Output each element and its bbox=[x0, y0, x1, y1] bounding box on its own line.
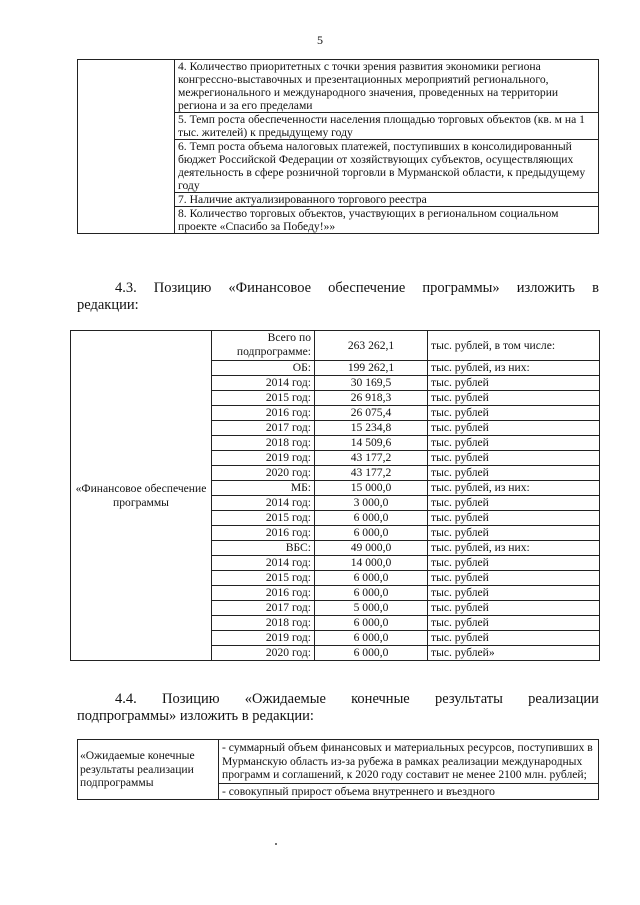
financing-value: 6 000,0 bbox=[315, 586, 428, 601]
financing-unit: тыс. рублей bbox=[428, 466, 600, 481]
table-row bbox=[78, 740, 599, 784]
financing-table bbox=[70, 330, 600, 661]
financing-unit: тыс. рублей bbox=[428, 511, 600, 526]
financing-key: 2016 год: bbox=[212, 406, 315, 421]
financing-value: 43 177,2 bbox=[315, 451, 428, 466]
financing-value: 6 000,0 bbox=[315, 616, 428, 631]
financing-key: 2017 год: bbox=[212, 601, 315, 616]
financing-value: 49 000,0 bbox=[315, 541, 428, 556]
financing-value: 6 000,0 bbox=[315, 511, 428, 526]
financing-unit: тыс. рублей bbox=[428, 571, 600, 586]
financing-value: 15 234,8 bbox=[315, 421, 428, 436]
financing-key: 2019 год: bbox=[212, 451, 315, 466]
financing-key: 2016 год: bbox=[212, 526, 315, 541]
financing-value: 43 177,2 bbox=[315, 466, 428, 481]
financing-unit: тыс. рублей» bbox=[428, 646, 600, 661]
financing-key: 2020 год: bbox=[212, 466, 315, 481]
section-number: 4.3. bbox=[115, 280, 137, 296]
financing-unit: тыс. рублей bbox=[428, 451, 600, 466]
indicators-table bbox=[77, 59, 599, 234]
financing-unit: тыс. рублей bbox=[428, 421, 600, 436]
financing-unit: тыс. рублей bbox=[428, 376, 600, 391]
financing-unit: тыс. рублей bbox=[428, 601, 600, 616]
result-item: - суммарный объем финансовых и материальных ресурсов, поступивших в Мурманскую область из-за рубежа в рамках реализации международных программ и соглашений, к 2020 году составит не менее 2100 млн. рублей; bbox=[219, 740, 599, 784]
financing-value: 199 262,1 bbox=[315, 361, 428, 376]
financing-value: 263 262,1 bbox=[315, 331, 428, 361]
financing-key: 2018 год: bbox=[212, 616, 315, 631]
financing-value: 6 000,0 bbox=[315, 646, 428, 661]
financing-value: 6 000,0 bbox=[315, 571, 428, 586]
financing-unit: тыс. рублей, в том числе: bbox=[428, 331, 600, 361]
financing-value: 6 000,0 bbox=[315, 631, 428, 646]
financing-key: 2015 год: bbox=[212, 391, 315, 406]
financing-value: 14 000,0 bbox=[315, 556, 428, 571]
financing-key: 2020 год: bbox=[212, 646, 315, 661]
financing-unit: тыс. рублей bbox=[428, 391, 600, 406]
indicator-7: 7. Наличие актуализированного торгового реестра bbox=[175, 193, 599, 207]
financing-value: 30 169,5 bbox=[315, 376, 428, 391]
indicator-6: 6. Темп роста объема налоговых платежей, поступивших в консолидированный бюджет Российской Федерации от хозяйствующих субъектов, осуществляющих деятельность в сфере розничной торговли в Мурманской области, к предыдущему году bbox=[175, 140, 599, 193]
indicator-4: 4. Количество приоритетных с точки зрения развития экономики региона конгрессно-выставочных и презентационных мероприятий регионального, межрегионального и международного значения, проведенных на территории региона и за его пределами bbox=[175, 60, 599, 113]
indicator-5: 5. Темп роста обеспеченности населения площадью торговых объектов (кв. м на 1 тыс. жителей) к предыдущему году bbox=[175, 113, 599, 140]
financing-unit: тыс. рублей, из них: bbox=[428, 481, 600, 496]
financing-unit: тыс. рублей, из них: bbox=[428, 361, 600, 376]
stray-mark bbox=[275, 843, 277, 845]
financing-key: 2014 год: bbox=[212, 496, 315, 511]
financing-unit: тыс. рублей, из них: bbox=[428, 541, 600, 556]
financing-key: 2017 год: bbox=[212, 421, 315, 436]
financing-unit: тыс. рублей bbox=[428, 496, 600, 511]
financing-value: 26 075,4 bbox=[315, 406, 428, 421]
blank-cell bbox=[78, 60, 175, 234]
section-4-3-paragraph: 4.3. Позицию «Финансовое обеспечение программы» изложить в редакции: bbox=[77, 280, 599, 313]
financing-label: «Финансовое обеспечение программы bbox=[71, 331, 212, 661]
financing-key: 2015 год: bbox=[212, 571, 315, 586]
financing-key: ВБС: bbox=[212, 541, 315, 556]
financing-key: 2018 год: bbox=[212, 436, 315, 451]
financing-unit: тыс. рублей bbox=[428, 631, 600, 646]
financing-value: 15 000,0 bbox=[315, 481, 428, 496]
financing-key: Всего по подпрограмме: bbox=[212, 331, 315, 361]
table-row bbox=[71, 331, 600, 361]
financing-unit: тыс. рублей bbox=[428, 586, 600, 601]
financing-unit: тыс. рублей bbox=[428, 406, 600, 421]
financing-unit: тыс. рублей bbox=[428, 616, 600, 631]
financing-value: 3 000,0 bbox=[315, 496, 428, 511]
financing-unit: тыс. рублей bbox=[428, 556, 600, 571]
financing-key: 2014 год: bbox=[212, 376, 315, 391]
page-number: 5 bbox=[317, 33, 323, 47]
financing-key: 2014 год: bbox=[212, 556, 315, 571]
financing-key: 2015 год: bbox=[212, 511, 315, 526]
results-label: «Ожидаемые конечные результаты реализации подпрограммы bbox=[78, 740, 219, 800]
section-number: 4.4. bbox=[115, 691, 137, 707]
financing-key: 2019 год: bbox=[212, 631, 315, 646]
section-4-4-paragraph: 4.4. Позицию «Ожидаемые конечные результаты реализации подпрограммы» изложить в редакции: bbox=[77, 691, 599, 724]
financing-key: 2016 год: bbox=[212, 586, 315, 601]
financing-unit: тыс. рублей bbox=[428, 436, 600, 451]
financing-value: 5 000,0 bbox=[315, 601, 428, 616]
financing-value: 14 509,6 bbox=[315, 436, 428, 451]
table-row bbox=[78, 60, 599, 113]
indicator-8: 8. Количество торговых объектов, участвующих в региональном социальном проекте «Спасибо за Победу!»» bbox=[175, 207, 599, 234]
financing-value: 6 000,0 bbox=[315, 526, 428, 541]
financing-key: ОБ: bbox=[212, 361, 315, 376]
result-item: - совокупный прирост объема внутреннего и въездного bbox=[219, 783, 599, 800]
financing-key: МБ: bbox=[212, 481, 315, 496]
financing-value: 26 918,3 bbox=[315, 391, 428, 406]
financing-unit: тыс. рублей bbox=[428, 526, 600, 541]
results-table bbox=[77, 739, 599, 800]
